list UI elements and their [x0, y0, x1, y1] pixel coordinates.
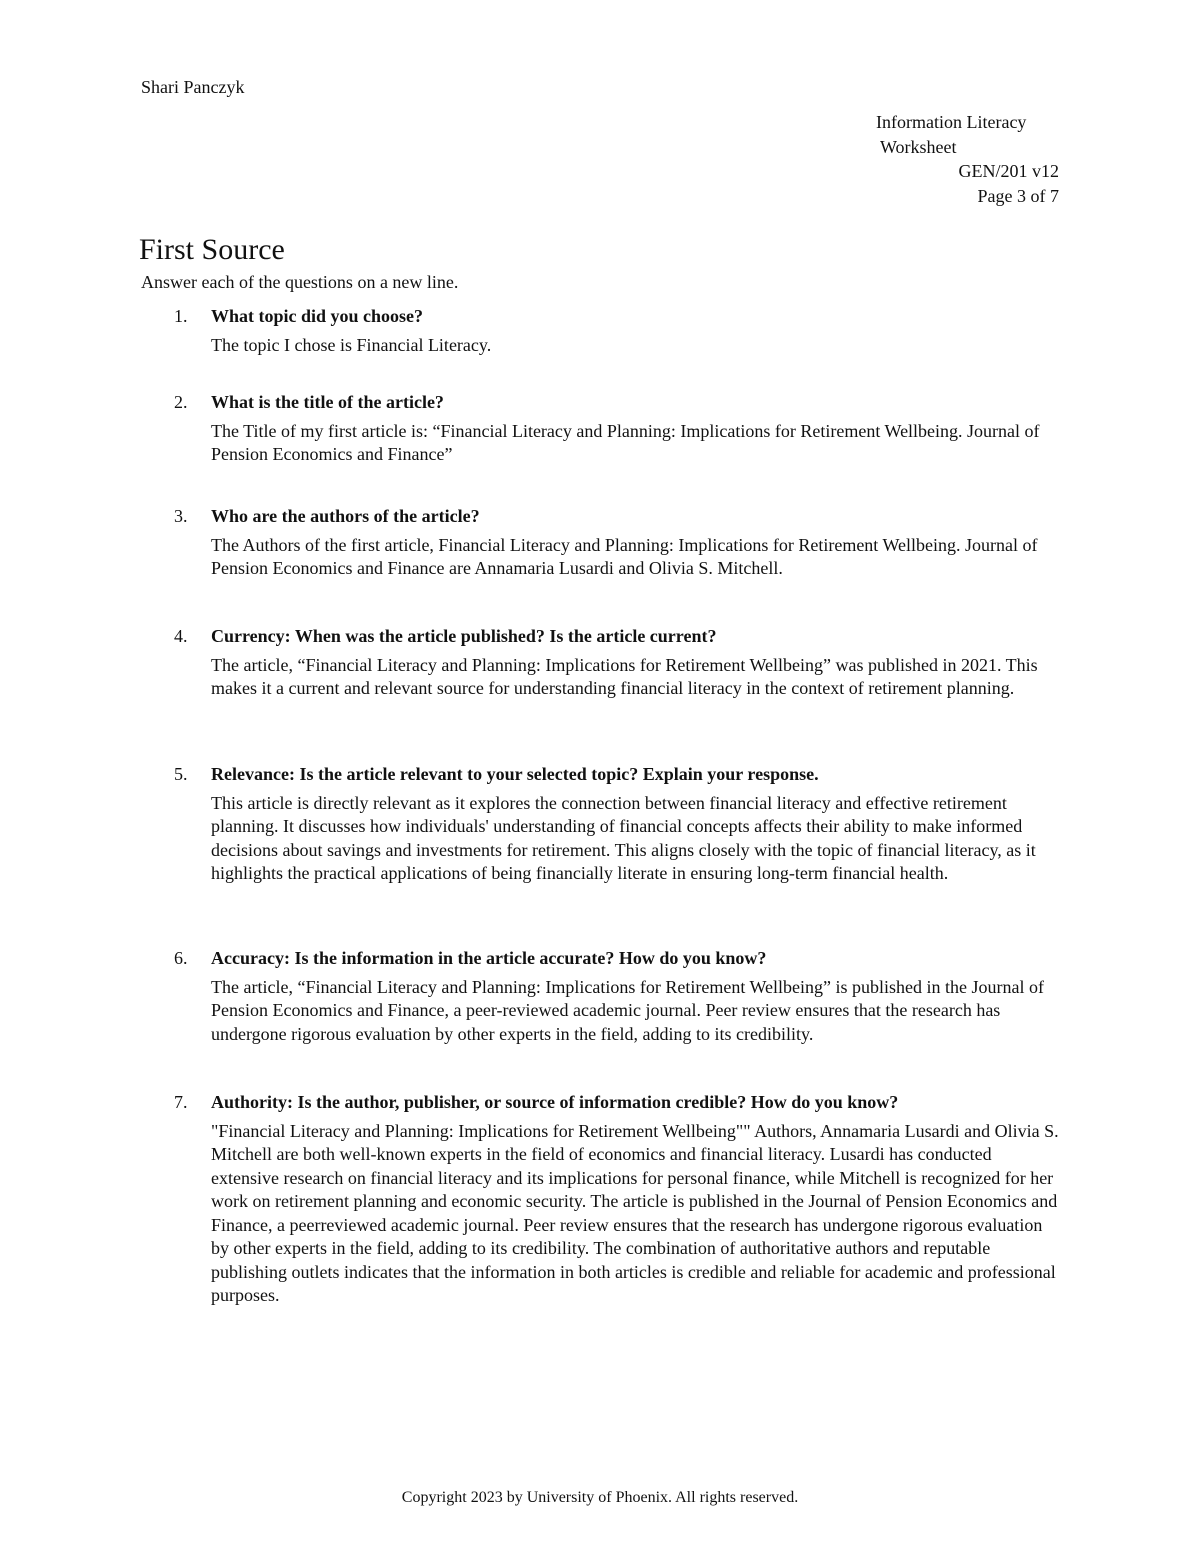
question-number: 3. — [174, 506, 188, 526]
question-item-2 — [141, 391, 1061, 467]
author-name: Shari Panczyk — [141, 77, 245, 97]
question-text: Accuracy: Is the information in the article accurate? How do you know? — [211, 948, 767, 968]
answer-text: This article is directly relevant as it explores the connection between financial literacy and effective retirement planning. It discusses how individuals' understanding of financial concepts affects their ability to make informed decisions about savings and investments for retirement. This aligns closely with the topic of financial literacy, as it highlights the practical applications of being financially literate in ensuring long-term financial health. — [211, 792, 1036, 883]
answer-text: "Financial Literacy and Planning: Implications for Retirement Wellbeing"" Authors, Annamaria Lusardi and Olivia S. Mitchell are both well-known experts in the field of economics and financial literacy. Lusardi has conducted extensive research on financial literacy and its implications for personal finance, while Mitchell is recognized for her work on retirement planning and economic security. The article is published in the Journal of Pension Economics and Finance, a peerreviewed academic journal. Peer review ensures that the research has undergone rigorous evaluation by other experts in the field, adding to its credibility. The combination of authoritative authors and reputable publishing outlets indicates that the information in both articles is credible and reliable for academic and professional purposes. — [211, 1120, 1059, 1305]
question-number: 2. — [174, 392, 188, 412]
header-subtitle: Worksheet — [880, 136, 957, 157]
question-number: 4. — [174, 626, 188, 646]
question-item-5 — [141, 763, 1061, 886]
answer-text: The article, “Financial Literacy and Planning: Implications for Retirement Wellbeing” was published in 2021. This makes it a current and relevant source for understanding financial literacy in the context of retirement planning. — [211, 654, 1038, 698]
question-text: Authority: Is the author, publisher, or source of information credible? How do you know? — [211, 1092, 899, 1112]
question-item-4 — [141, 625, 1061, 701]
question-item-1 — [141, 305, 1061, 357]
question-number: 5. — [174, 764, 188, 784]
question-item-7 — [141, 1091, 1061, 1308]
question-number: 6. — [174, 948, 188, 968]
answer-text: The Title of my first article is: “Financial Literacy and Planning: Implications for Retirement Wellbeing. Journal of Pension Economics and Finance” — [211, 420, 1040, 464]
header-course-code: GEN/201 v12 — [958, 161, 1059, 181]
question-number: 1. — [174, 306, 188, 326]
header-title: Information Literacy — [876, 112, 1027, 132]
question-item-6 — [141, 947, 1061, 1046]
question-number: 7. — [174, 1092, 188, 1112]
header-page-number: Page 3 of 7 — [977, 185, 1059, 206]
question-text: Who are the authors of the article? — [211, 506, 480, 526]
section-title: First Source — [139, 233, 285, 266]
question-text: What is the title of the article? — [211, 392, 444, 412]
answer-text: The topic I chose is Financial Literacy. — [211, 334, 492, 355]
question-text: What topic did you choose? — [211, 306, 424, 326]
answer-text: The article, “Financial Literacy and Planning: Implications for Retirement Wellbeing” is published in the Journal of Pension Economics and Finance, a peer-reviewed academic journal. Peer review ensures that the research has undergone rigorous evaluation by other experts in the field, adding to its credibility. — [211, 976, 1044, 1044]
page-header — [819, 110, 1059, 208]
question-text: Currency: When was the article published? Is the article current? — [211, 626, 717, 646]
section-instructions: Answer each of the questions on a new line. — [141, 272, 459, 292]
question-text: Relevance: Is the article relevant to your selected topic? Explain your response. — [211, 764, 819, 784]
question-item-3 — [141, 505, 1061, 581]
copyright-footer: Copyright 2023 by University of Phoenix. All rights reserved. — [401, 1489, 799, 1506]
answer-text: The Authors of the first article, Financial Literacy and Planning: Implications for Retirement Wellbeing. Journal of Pension Economics and Finance are Annamaria Lusardi and Olivia S. Mitchell. — [211, 534, 1038, 578]
